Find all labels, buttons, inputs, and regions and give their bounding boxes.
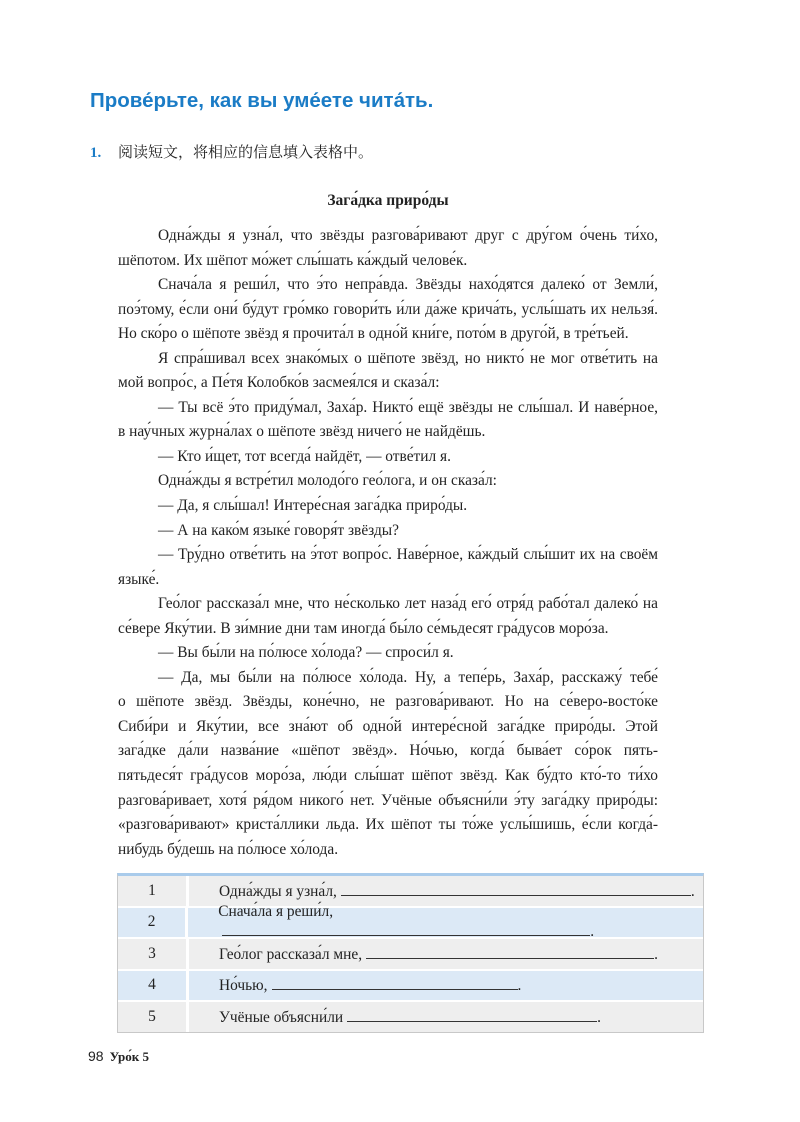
row-prompt [189,1007,601,1027]
prompt-text: Но́чью, [219,977,268,995]
row-prompt [189,944,658,964]
prompt-text: Снача́ла я реши́л, [218,903,334,921]
prompt-end: . [517,977,522,995]
table-row [118,903,703,941]
row-number: 4 [118,971,189,1001]
story-line: Сиби́ри и Яку́тии, все зна́ют об одно́й интере́сной зага́дке приро́ды. Этой [118,717,658,735]
story-line: «разгова́ривают» криста́ллики льда. Их шёпот ты то́же услы́шишь, е́сли когда́- [118,816,658,834]
prompt-text: Одна́жды я узна́л, [219,882,337,900]
task-text: 阅读短文，将相应的信息填入表格中。 [118,143,374,161]
section-title: Прове́рьте, как вы уме́ете чита́ть. [90,89,434,112]
story-line: — Да, я слы́шал! Интере́сная зага́дка приро́ды. [158,497,468,515]
story-line: Одна́жды я встре́тил молодо́го гео́лога, и он сказа́л: [158,472,497,490]
answer-table [117,873,704,1033]
story-line: разгова́ривает, хотя́ ря́дом никого́ нет. Учёные объясни́ли э́ту зага́дку приро́ды: [118,791,658,809]
story-line: шёпотом. Их шёпот мо́жет слы́шать ка́ждый челове́к. [118,251,468,269]
story-line: — Тру́дно отве́тить на э́тот вопро́с. Наве́рное, ка́ждый слы́шит их на своём [158,546,658,564]
prompt-text: Гео́лог рассказа́л мне, [219,945,363,963]
answer-blank[interactable] [341,881,691,896]
table-row [118,937,703,969]
answer-blank[interactable] [347,1007,597,1022]
story-line: Одна́жды я узна́л, что звёзды разгова́ривают друг с дру́гом о́чень ти́хо, [158,227,658,244]
prompt-text: Учёные объясни́ли [219,1008,344,1026]
prompt-end: . [597,1008,601,1026]
story-line: зага́дке да́ли назва́ние «шёпот звёзд». Но́чью, когда́ быва́ет со́рок пять- [118,742,658,760]
answer-blank[interactable] [222,921,590,936]
story-line: Гео́лог рассказа́л мне, что не́сколько лет наза́д его́ отря́д рабо́тал далеко́ на [158,595,658,613]
row-number: 5 [118,1002,189,1032]
story-line: пятьдеся́т гра́дусов моро́за, лю́ди слы́шат шёпот звёзд. Как бу́дто кто́-то ти́хо [118,767,658,785]
page-footer [88,1048,149,1066]
row-number: 1 [118,876,189,906]
answer-blank[interactable] [366,944,654,959]
story-line: Снача́ла я реши́л, что э́то непра́вда. Звёзды нахо́дятся далеко́ от Земли́, [158,276,658,294]
answer-blank[interactable] [272,975,518,990]
task-instruction [90,141,373,162]
story-heading: Зага́дка приро́ды [327,192,449,209]
prompt-end: . [654,945,658,963]
story-line: языке́. [118,570,160,588]
story-line: поэ́тому, е́сли они́ бу́дут гро́мко говори́ть и́ли да́же крича́ть, услы́шать их нельзя́. [118,300,658,318]
row-prompt [189,975,521,995]
story-line: — Вы бы́ли на по́люсе хо́лода? — спроси́л я. [158,644,454,662]
row-number: 3 [118,939,189,969]
story-line: се́вере Яку́тии. В зи́мние дни там иногда́ бы́ло се́мьдесят гра́дусов моро́за. [118,619,609,637]
table-row [118,876,703,906]
prompt-end: . [690,882,695,900]
prompt-end: . [590,923,595,941]
row-prompt [188,903,703,941]
story-line: нибудь бу́дешь на по́люсе хо́лода. [118,840,339,858]
story-line: в нау́чных журна́лах о шёпоте звёзд ничего́ не найдёшь. [118,423,486,441]
lesson-label: Уро́к 5 [109,1049,150,1064]
story-line: Я спра́шивал всех знако́мых о шёпоте звёзд, но никто́ не мог отве́тить на [158,349,658,367]
page-number: 98 [88,1048,104,1064]
table-row [118,969,703,1001]
story-line: — Да, мы бы́ли на по́люсе хо́лода. Ну, а тепе́рь, Заха́р, расскажу́ тебе́ [158,668,658,686]
story-line: — Ты всё э́то приду́мал, Заха́р. Никто́ ещё звёзды не слы́шал. И наве́рное, [158,398,658,416]
story-line: — А на како́м языке́ говоря́т звёзды? [158,521,399,539]
task-number: 1. [90,145,102,161]
story-line: Но ско́ро о шёпоте звёзд я прочита́л в одно́й кни́ге, пото́м в друго́й, в тре́тьей. [118,325,629,343]
table-row [118,1000,703,1032]
story-line: о шёпоте звёзд. Звёзды, коне́чно, не разгова́ривают. Но на се́веро-восто́ке [118,693,658,711]
row-prompt [189,881,695,901]
story-line: — Кто и́щет, тот всегда́ найдёт, — отве́тил я. [158,447,451,465]
story-text [118,224,658,862]
row-number: 2 [118,908,188,938]
story-line: мой вопро́с, а Пе́тя Колобко́в засмея́лся и сказа́л: [118,374,440,392]
